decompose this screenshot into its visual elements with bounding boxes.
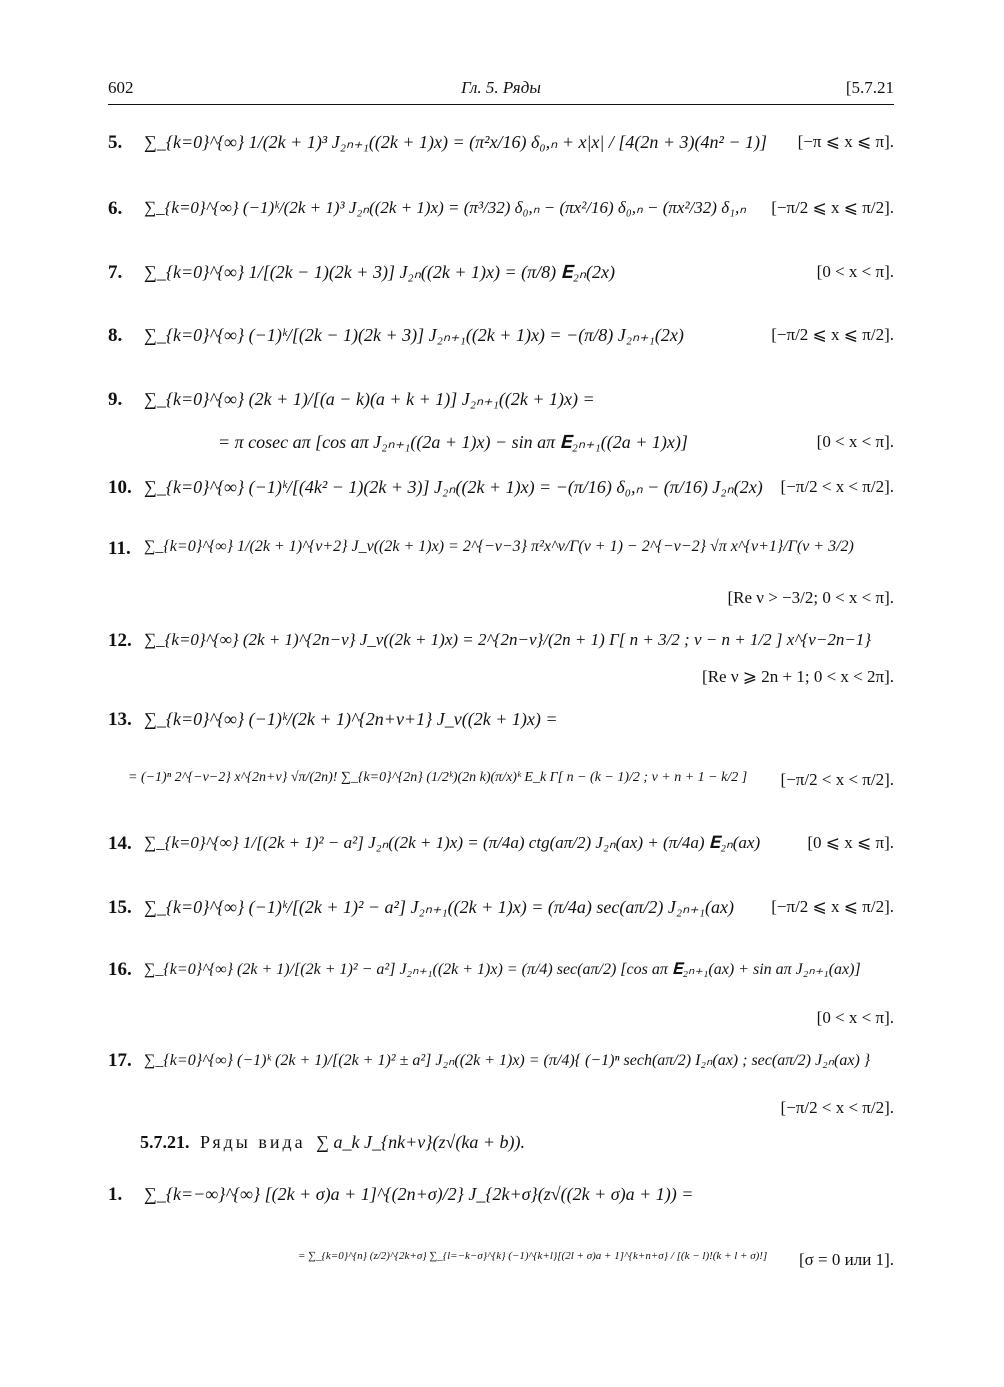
page-header (108, 78, 894, 104)
chapter-title: Гл. 5. Ряды (461, 78, 541, 97)
formula: ∑_{k=0}^{∞} (2k + 1)/[(a − k)(a + k + 1)] J₂ₙ₊₁((2k + 1)x) = (144, 389, 595, 409)
condition: [−π/2 < x < π/2]. (780, 477, 894, 496)
formula: = π cosec aπ [cos aπ J₂ₙ₊₁((2a + 1)x) − sin aπ 𝐄₂ₙ₊₁((2a + 1)x)] (218, 432, 688, 452)
entry-number: 16. (108, 959, 132, 980)
entry-number: 5. (108, 132, 123, 153)
section-title: Ряды вида (200, 1132, 306, 1152)
formula: ∑_{k=0}^{∞} (−1)ᵏ/[(4k² − 1)(2k + 3)] J₂ₙ((2k + 1)x) = −(π/16) δ₀,ₙ − (π/16) J₂ₙ(2x) (144, 477, 763, 497)
condition: [0 < x < π]. (816, 1008, 894, 1027)
condition: [−π/2 ⩽ x ⩽ π/2]. (771, 198, 894, 217)
entry-number: 17. (108, 1050, 132, 1071)
section-ref: [5.7.21 (845, 78, 894, 97)
formula: ∑_{k=0}^{∞} 1/[(2k − 1)(2k + 3)] J₂ₙ((2k + 1)x) = (π/8) 𝐄₂ₙ(2x) (144, 262, 615, 282)
condition: [0 < x < π]. (816, 432, 894, 451)
formula: ∑_{k=0}^{∞} 1/(2k + 1)³ J₂ₙ₊₁((2k + 1)x) = (π²x/16) δ₀,ₙ + x|x| / [4(2n + 3)(4n² − 1)] (144, 132, 768, 152)
entry-number: 1. (108, 1184, 123, 1205)
condition: [0 ⩽ x ⩽ π]. (807, 833, 894, 852)
entry-number: 6. (108, 198, 123, 219)
entry-number: 15. (108, 897, 132, 918)
formula: ∑_{k=0}^{∞} 1/(2k + 1)^{ν+2} J_ν((2k + 1)x) = 2^{−ν−3} π²x^ν/Γ(ν + 1) − 2^{−ν−2} √π x^{ν+1}/Γ(ν + 3/2) (144, 538, 854, 555)
section-number: 5.7.21. (140, 1132, 190, 1152)
formula: = (−1)ⁿ 2^{−ν−2} x^{2n+ν} √π/(2n)! ∑_{k=0}^{2n} (1/2ᵏ)(2n k)(π/x)ᵏ E_k Γ[ n − (k − 1)/2 ; ν + n + 1 − k/2 ] (128, 770, 748, 785)
section-heading (140, 1132, 525, 1153)
condition: [−π/2 ⩽ x ⩽ π/2]. (771, 325, 894, 344)
formula: ∑_{k=0}^{∞} (−1)ᵏ/[(2k + 1)² − a²] J₂ₙ₊₁((2k + 1)x) = (π/4a) sec(aπ/2) J₂ₙ₊₁(ax) (144, 897, 735, 917)
entry-number: 12. (108, 630, 132, 651)
entry-number: 14. (108, 833, 132, 854)
formula: = ∑_{k=0}^{n} (z/2)^{2k+σ} ∑_{l=−k−σ}^{k} (−1)^{k+l}[(2l + σ)a + 1]^{k+n+σ} / [(k − l)!(k + l + σ)!] (298, 1250, 768, 1262)
entry-number: 11. (108, 538, 131, 559)
condition: [σ = 0 или 1]. (798, 1250, 894, 1269)
formula: ∑_{k=0}^{∞} (2k + 1)/[(2k + 1)² − a²] J₂ₙ₊₁((2k + 1)x) = (π/4) sec(aπ/2) [cos aπ 𝐄₂ₙ₊₁(ax) + sin aπ J₂ₙ₊₁(ax)] (144, 961, 861, 978)
condition: [Re ν > −3/2; 0 < x < π]. (727, 588, 894, 607)
header-rule (108, 104, 894, 105)
condition: [−π/2 < x < π/2]. (780, 770, 894, 789)
formula: ∑_{k=−∞}^{∞} [(2k + σ)a + 1]^{(2n+σ)/2} J_{2k+σ}(z√((2k + σ)a + 1)) = (144, 1184, 694, 1204)
condition: [−π/2 ⩽ x ⩽ π/2]. (771, 897, 894, 916)
formula: ∑_{k=0}^{∞} (2k + 1)^{2n−ν} J_ν((2k + 1)x) = 2^{2n−ν}/(2n + 1) Γ[ n + 3/2 ; ν − n + 1/2 ] x^{ν−2n−1} (144, 630, 872, 649)
formula: ∑_{k=0}^{∞} (−1)ᵏ/[(2k − 1)(2k + 3)] J₂ₙ₊₁((2k + 1)x) = −(π/8) J₂ₙ₊₁(2x) (144, 325, 684, 345)
entry-number: 8. (108, 325, 123, 346)
condition: [−π ⩽ x ⩽ π]. (797, 132, 894, 151)
section-formula: ∑ a_k J_{nk+ν}(z√(ka + b)). (316, 1132, 525, 1152)
condition: [−π/2 < x < π/2]. (780, 1098, 894, 1117)
entry-number: 10. (108, 477, 132, 498)
condition: [Re ν ⩾ 2n + 1; 0 < x < 2π]. (702, 667, 894, 686)
formula: ∑_{k=0}^{∞} 1/[(2k + 1)² − a²] J₂ₙ((2k + 1)x) = (π/4a) ctg(aπ/2) J₂ₙ(ax) + (π/4a) 𝐄₂ₙ(ax) (144, 833, 761, 852)
entry-number: 7. (108, 262, 123, 283)
formula: ∑_{k=0}^{∞} (−1)ᵏ (2k + 1)/[(2k + 1)² ± a²] J₂ₙ((2k + 1)x) = (π/4){ (−1)ⁿ sech(aπ/2) I₂ₙ(ax) ; sec(aπ/2) J₂ₙ(ax) } (144, 1052, 871, 1069)
formula: ∑_{k=0}^{∞} (−1)ᵏ/(2k + 1)^{2n+ν+1} J_ν((2k + 1)x) = (144, 709, 558, 729)
page-number: 602 (108, 78, 134, 97)
condition: [0 < x < π]. (816, 262, 894, 281)
formula: ∑_{k=0}^{∞} (−1)ᵏ/(2k + 1)³ J₂ₙ((2k + 1)x) = (π³/32) δ₀,ₙ − (πx²/16) δ₀,ₙ − (πx²/32) δ₁,ₙ (144, 198, 747, 217)
entry-number: 13. (108, 709, 132, 730)
entry-number: 9. (108, 389, 123, 410)
